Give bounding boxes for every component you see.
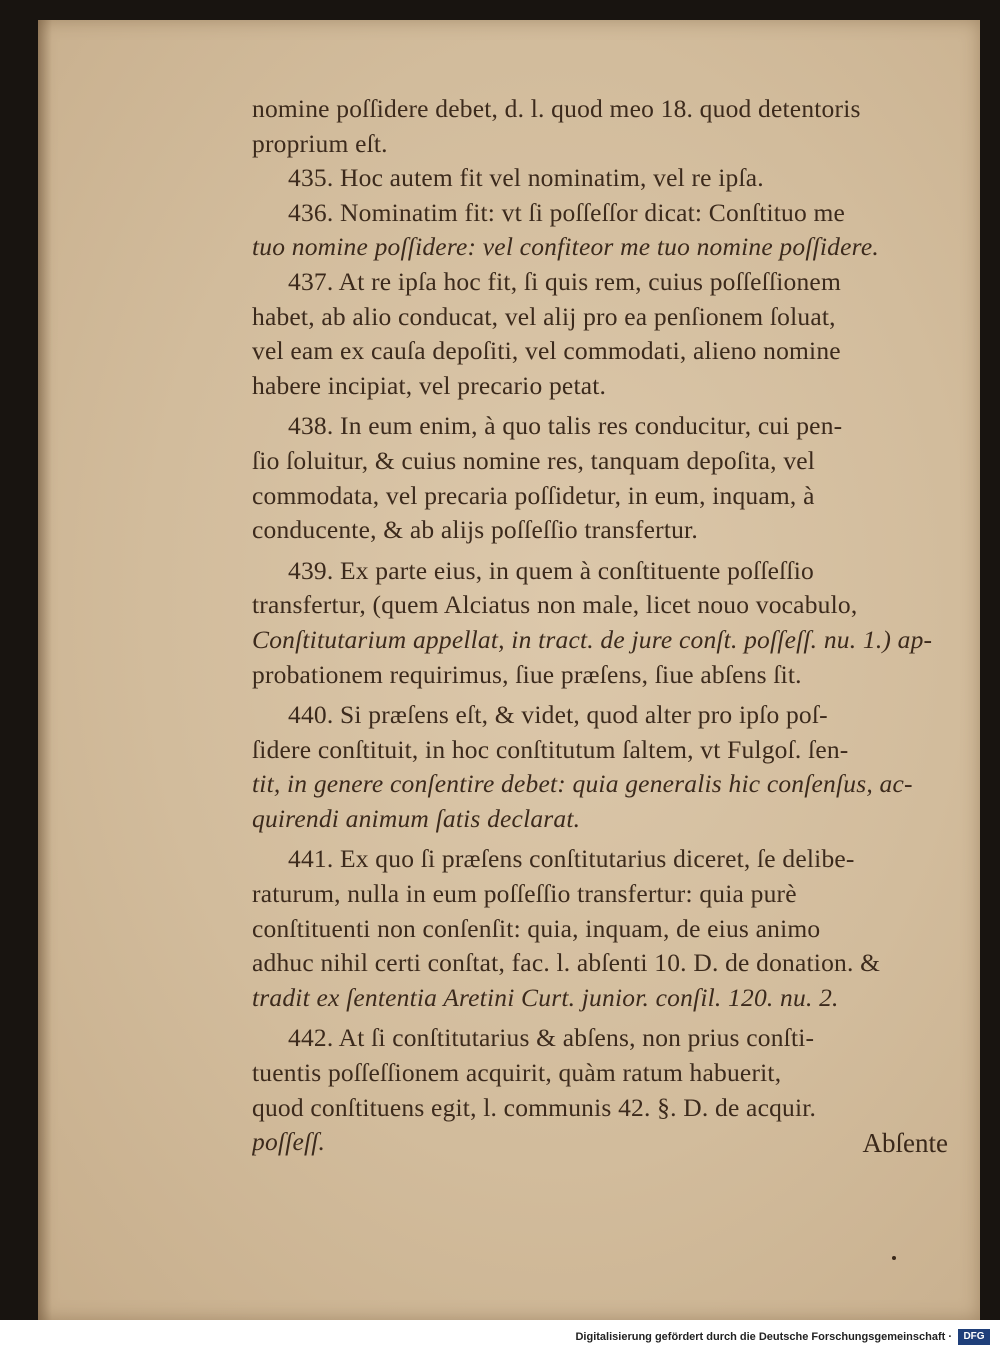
text-line: habere incipiat, vel precario petat. bbox=[252, 370, 607, 400]
ink-speck bbox=[892, 1256, 896, 1260]
text-line: probationem requirimus, ſiue præſens, ſiue abſens ſit. bbox=[252, 659, 802, 689]
text-line: commodata, vel precaria poſſidetur, in eum, inquam, à bbox=[252, 480, 815, 510]
text-line: ſio ſoluitur, & cuius nomine res, tanquam depoſita, vel bbox=[252, 445, 816, 475]
text-line: transfertur, (quem Alciatus non male, licet nouo vocabulo, bbox=[252, 590, 858, 620]
paragraph-440: 440. Si præſens eſt, & videt, quod alter pro ipſo poſ- bbox=[288, 700, 828, 730]
paragraph-438: 438. In eum enim, à quo talis res conducitur, cui pen- bbox=[288, 411, 843, 441]
paragraph-439: 439. Ex parte eius, in quem à conſtituente poſſeſſio bbox=[288, 555, 814, 585]
footer-bar bbox=[0, 1320, 1000, 1357]
text-line: tradit ex ſententia Aretini Curt. junior. conſil. 120. nu. 2. bbox=[252, 982, 839, 1012]
paragraph-441: 441. Ex quo ſi præſens conſtitutarius diceret, ſe delibe- bbox=[288, 844, 855, 874]
text-line: adhuc nihil certi conſtat, fac. l. abſenti 10. D. de donation. & bbox=[252, 948, 881, 978]
text-line: proprium eſt. bbox=[252, 128, 388, 158]
page-text bbox=[252, 92, 952, 1160]
text-line: tuentis poſſeſſionem acquirit, quàm ratum habuerit, bbox=[252, 1058, 782, 1088]
text-line: nomine poſſidere debet, d. l. quod meo 18. quod detentoris bbox=[252, 94, 861, 123]
text-line: conducente, & ab alijs poſſeſſio transfertur. bbox=[252, 515, 698, 545]
text-line: quirendi animum ſatis declarat. bbox=[252, 803, 581, 833]
text-line: habet, ab alio conducat, vel alij pro ea penſionem ſoluat, bbox=[252, 301, 836, 331]
dfg-logo-icon: DFG bbox=[958, 1329, 990, 1345]
paragraph-437: 437. At re ipſa hoc fit, ſi quis rem, cuius poſſeſſionem bbox=[288, 266, 841, 296]
text-line: ſidere conſtituit, in hoc conſtitutum ſaltem, vt Fulgoſ. ſen- bbox=[252, 734, 849, 764]
book-page bbox=[38, 20, 980, 1320]
paragraph-442: 442. At ſi conſtitutarius & abſens, non prius conſti- bbox=[288, 1023, 815, 1053]
paragraph-435: 435. Hoc autem fit vel nominatim, vel re ipſa. bbox=[288, 163, 764, 193]
text-line: tit, in genere conſentire debet: quia generalis hic conſenſus, ac- bbox=[252, 769, 913, 799]
text-line: vel eam ex cauſa depoſiti, vel commodati, alieno nomine bbox=[252, 336, 841, 366]
text-line: Conſtitutarium appellat, in tract. de jure conſt. poſſeſſ. nu. 1.) ap- bbox=[252, 624, 933, 654]
catchword: Abſente bbox=[862, 1128, 948, 1158]
text-line: conſtituenti non conſenſit: quia, inquam, de eius animo bbox=[252, 913, 821, 943]
funding-notice: Digitalisierung gefördert durch die Deutsche Forschungsgemeinschaft · bbox=[575, 1331, 952, 1343]
paragraph-436: 436. Nominatim fit: vt ſi poſſeſſor dicat: Conſtituo me bbox=[288, 197, 846, 227]
text-line: tuo nomine poſſidere: vel confiteor me tuo nomine poſſidere. bbox=[252, 232, 879, 262]
text-line: poſſeſſ. bbox=[252, 1127, 326, 1157]
text-line: raturum, nulla in eum poſſeſſio transfertur: quia purè bbox=[252, 879, 797, 909]
text-line: quod conſtituens egit, l. communis 42. §. D. de acquir. bbox=[252, 1092, 817, 1122]
